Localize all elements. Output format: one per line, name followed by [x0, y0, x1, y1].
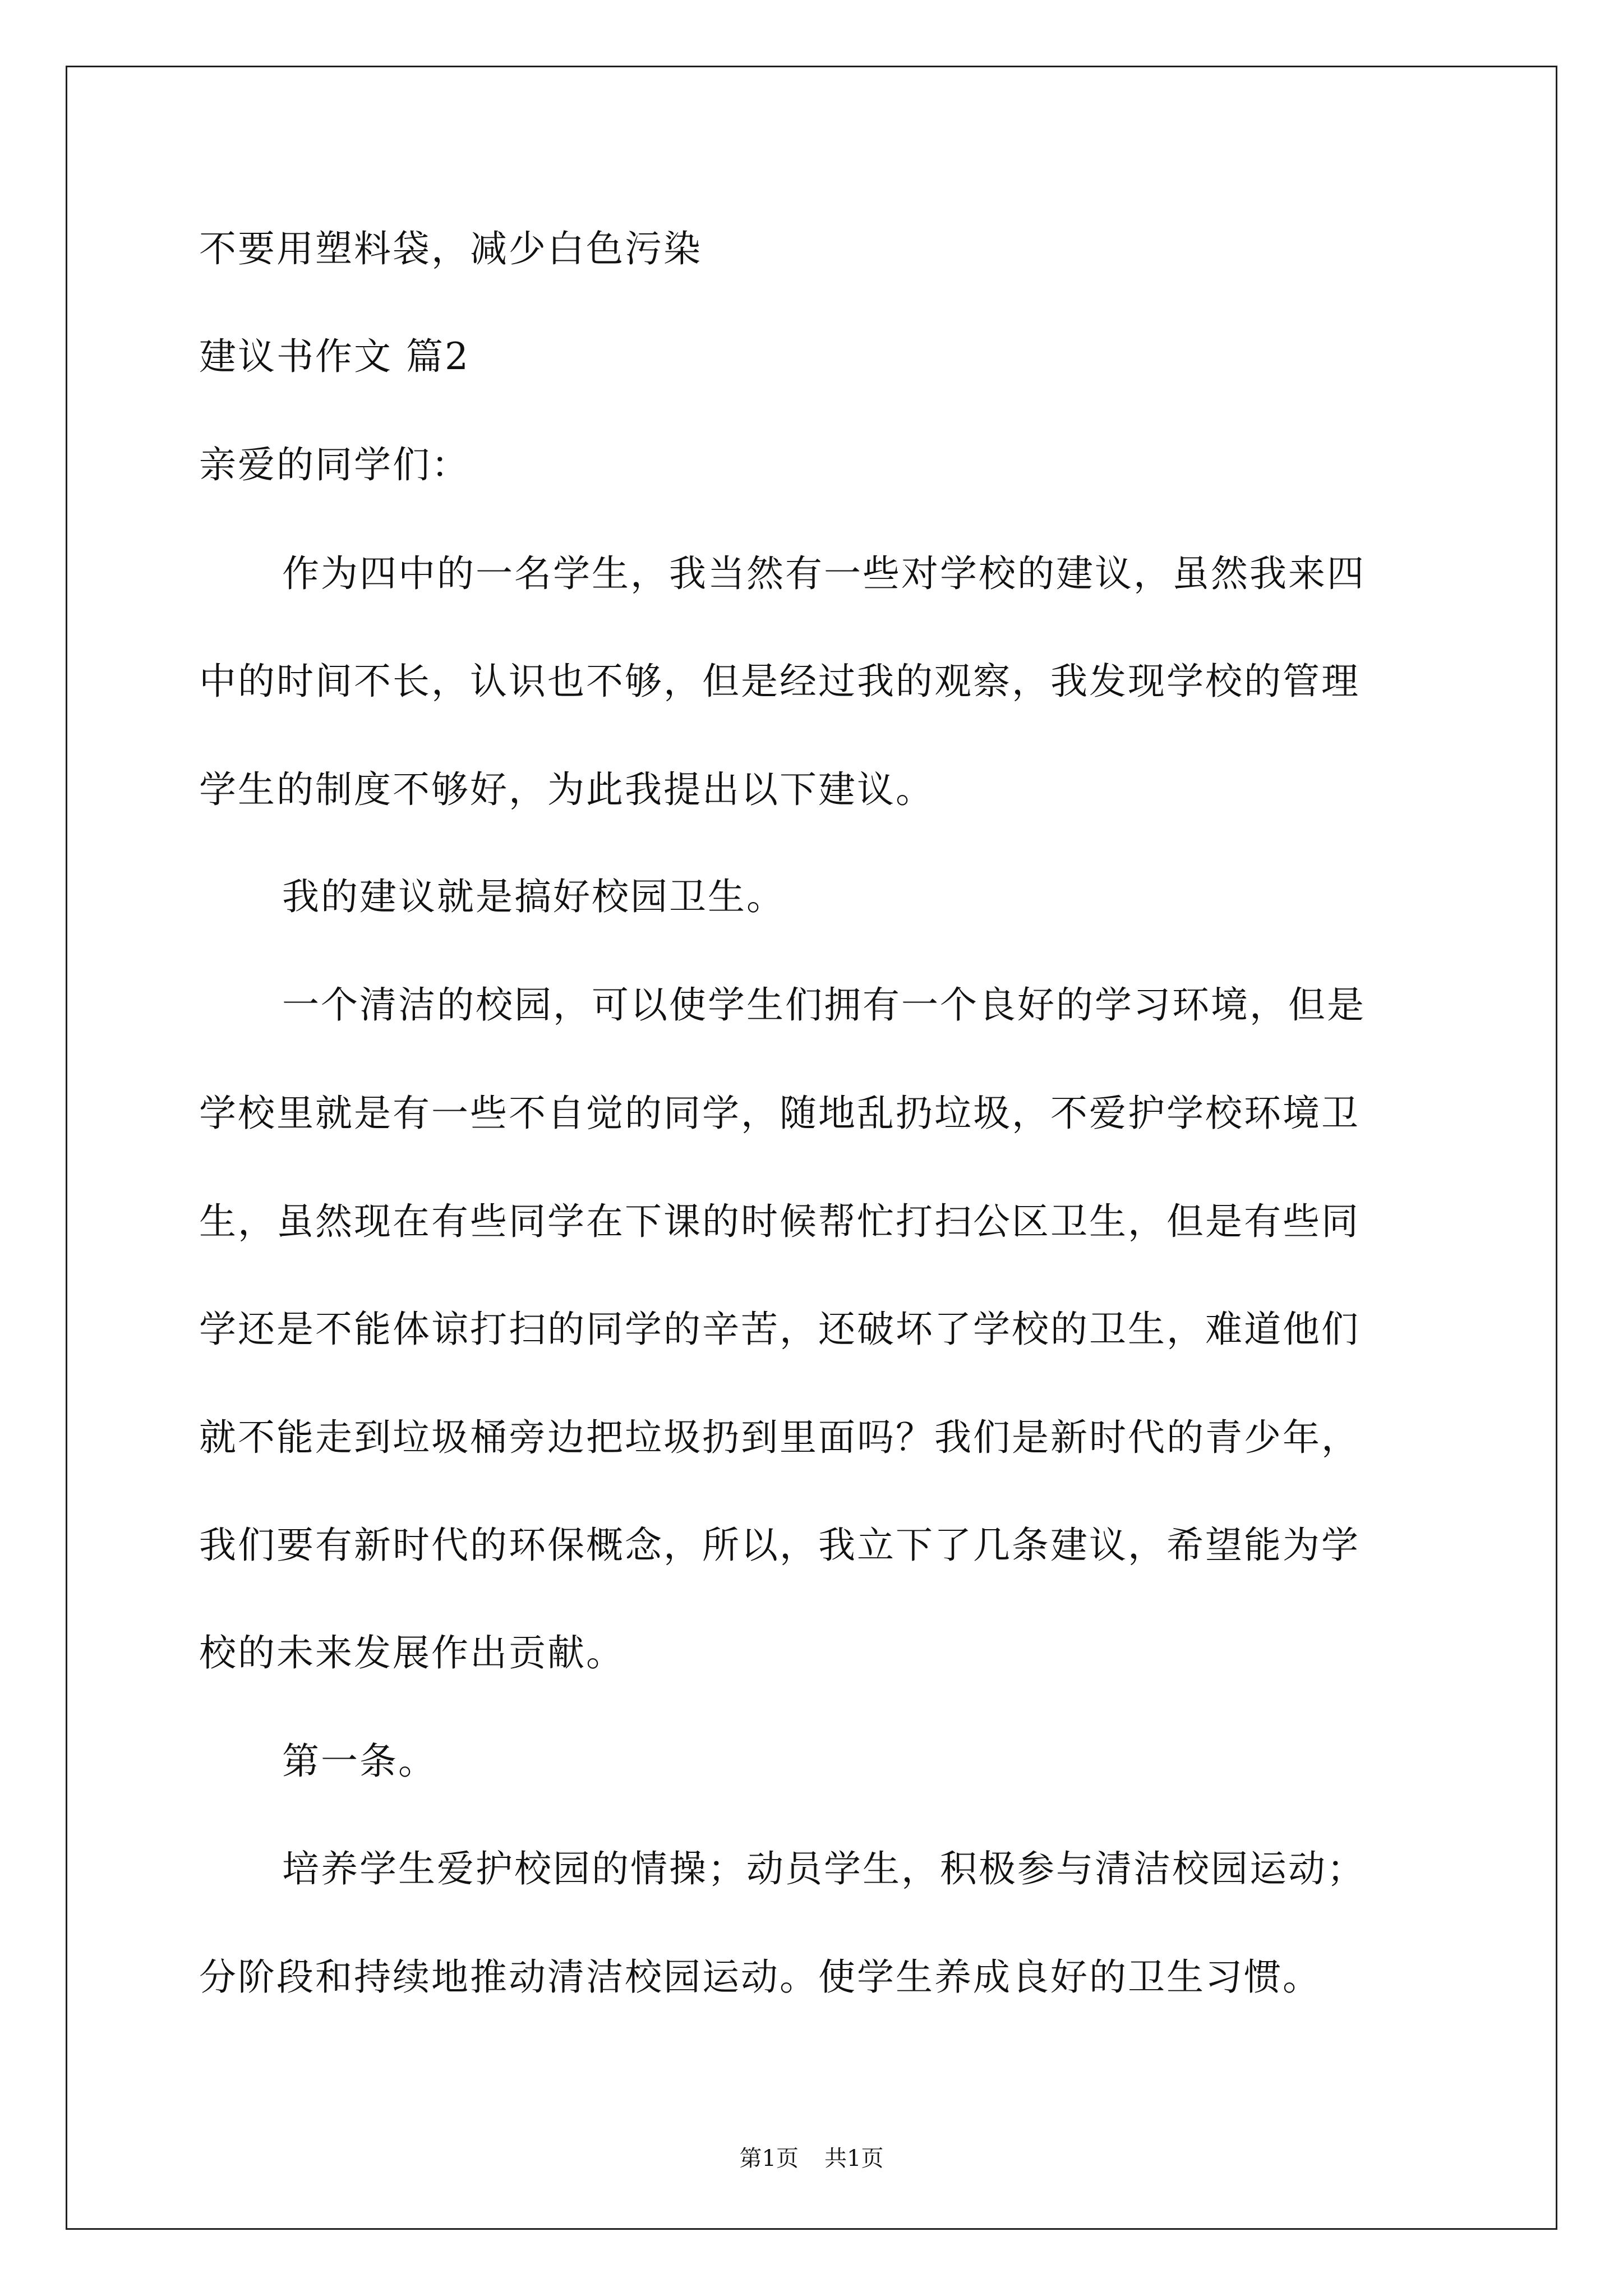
paragraph-line: 我的建议就是搞好校园卫生。	[282, 875, 785, 918]
paragraph-line: 学还是不能体谅打扫的同学的辛苦，还破坏了学校的卫生，难道他们	[199, 1308, 1360, 1351]
paragraph-line: 生，虽然现在有些同学在下课的时候帮忙打扫公区卫生，但是有些同	[199, 1200, 1360, 1243]
paragraph-line: 作为四中的一名学生，我当然有一些对学校的建议，虽然我来四	[282, 552, 1366, 595]
paragraph-line: 校的未来发展作出贡献。	[199, 1631, 625, 1674]
paragraph-line: 学校里就是有一些不自觉的同学，随地乱扔垃圾，不爱护学校环境卫	[199, 1092, 1360, 1135]
page-border	[66, 66, 1557, 2230]
text-line-slogan: 不要用塑料袋，减少白色污染	[199, 227, 702, 270]
paragraph-line: 一个清洁的校园，可以使学生们拥有一个良好的学习环境，但是	[282, 983, 1366, 1027]
paragraph-line: 培养学生爱护校园的情操；动员学生，积极参与清洁校园运动；	[282, 1847, 1366, 1890]
page-total: 共1页	[824, 2146, 884, 2171]
paragraph-line: 学生的制度不够好，为此我提出以下建议。	[199, 768, 934, 811]
paragraph-line: 就不能走到垃圾桶旁边把垃圾扔到里面吗？我们是新时代的青少年，	[199, 1416, 1360, 1459]
salutation: 亲爱的同学们：	[199, 443, 470, 486]
paragraph-line: 中的时间不长，认识也不够，但是经过我的观察，我发现学校的管理	[199, 660, 1360, 703]
paragraph-line: 分阶段和持续地推动清洁校园运动。使学生养成良好的卫生习惯。	[199, 1955, 1321, 1999]
page-footer	[0, 2147, 1623, 2170]
paragraph-line: 我们要有新时代的环保概念，所以，我立下了几条建议，希望能为学	[199, 1524, 1360, 1567]
page-number: 第1页	[739, 2146, 799, 2171]
section-heading: 建议书作文 篇2	[199, 335, 470, 378]
paragraph-line: 第一条。	[282, 1740, 437, 1783]
